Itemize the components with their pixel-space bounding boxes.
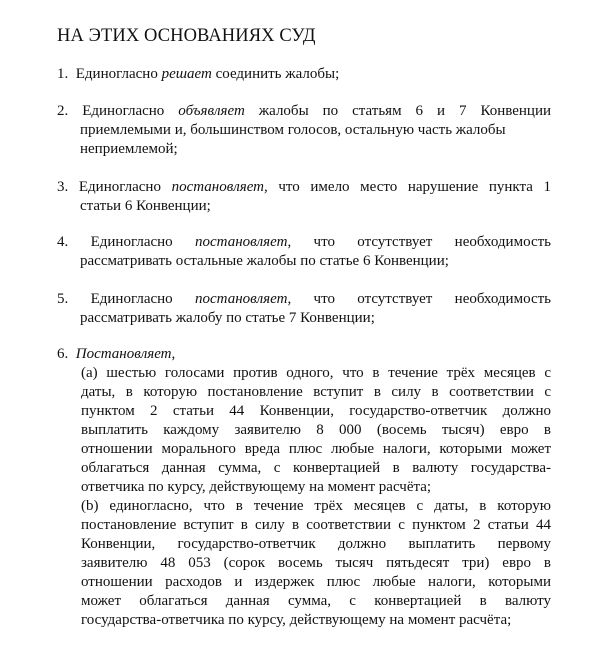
item-4-verb: постановляет [195, 234, 288, 250]
item-3-line-2: статьи 6 Конвенции; [80, 198, 211, 214]
item-3-number: 3. [57, 179, 69, 195]
item-3-verb: постановляет [171, 179, 265, 195]
item-3-pre: Единогласно [78, 179, 161, 195]
operative-item-2 [57, 102, 551, 159]
item-6-number: 6. [57, 346, 69, 362]
operative-item-5 [57, 290, 551, 328]
item-4-line-1-rest: , что отсутствует необходимость [287, 234, 551, 250]
item-6-subparagraph-a [81, 364, 551, 497]
item-1-post: соединить жалобы; [215, 66, 340, 82]
item-6b-line: может облагаться данная сумма, с конвертацией в валюту [81, 593, 551, 609]
item-6b-line: заявителю 48 053 (сорок восемь тысяч пятьдесят три) евро в [81, 555, 551, 571]
item-5-line-1 [57, 290, 551, 309]
item-2-line-1 [57, 102, 551, 121]
item-4-number: 4. [57, 234, 69, 250]
item-6a-line: пунктом 2 статьи 44 Конвенции, государство-ответчик должно [81, 403, 551, 419]
item-2-pre: Единогласно [82, 103, 165, 119]
item-5-line-2: рассматривать жалобу по статье 7 Конвенции; [80, 310, 375, 326]
item-6b-line: постановление вступит в силу в соответствии с пунктом 2 статьи 44 [81, 517, 551, 533]
item-6-verb: Постановляет [75, 346, 172, 362]
item-2-line-1-rest: жалобы по статьям 6 и 7 Конвенции [258, 103, 551, 119]
item-5-verb: постановляет [195, 291, 288, 307]
item-3-line-1 [57, 178, 551, 197]
item-6a-line: даты, в которую постановление вступит в силу в соответствии с [81, 384, 551, 400]
item-2-verb: объявляет [178, 103, 245, 119]
operative-heading: НА ЭТИХ ОСНОВАНИЯХ СУД [57, 26, 316, 46]
item-5-number: 5. [57, 291, 69, 307]
item-6b-line: государства-ответчика по курсу, действующему на момент расчёта; [81, 612, 512, 628]
item-1-line-1 [57, 65, 551, 84]
item-6a-line: выплатить каждому заявителю 8 000 (восемь тысяч) евро в [81, 422, 551, 438]
item-6b-line: Конвенции, государство-ответчик должно выплатить первому [81, 536, 551, 552]
operative-item-6 [57, 345, 551, 630]
item-3-line-1-rest: , что имело место нарушение пункта 1 [264, 179, 551, 195]
item-5-pre: Единогласно [90, 291, 173, 307]
item-6-subparagraph-b [81, 497, 551, 630]
item-2-number: 2. [57, 103, 69, 119]
item-1-verb: решает [161, 66, 212, 82]
item-1-pre: Единогласно [75, 66, 158, 82]
item-2-line-2: приемлемыми и, большинством голосов, остальную часть жалобы [80, 122, 506, 138]
item-5-line-1-rest: , что отсутствует необходимость [287, 291, 551, 307]
item-6-comma: , [171, 346, 176, 362]
operative-item-1 [57, 65, 551, 84]
operative-item-3 [57, 178, 551, 216]
operative-item-4 [57, 233, 551, 271]
item-6a-line: ответчика по курсу, действующему на момент расчёта; [81, 479, 432, 495]
item-6-line-1 [57, 345, 551, 364]
item-6b-line: (b) единогласно, что в течение трёх месяцев с даты, в которую [81, 498, 551, 514]
item-4-line-1 [57, 233, 551, 252]
item-4-line-2: рассматривать остальные жалобы по статье 6 Конвенции; [80, 253, 449, 269]
item-1-number: 1. [57, 66, 69, 82]
item-4-pre: Единогласно [90, 234, 173, 250]
item-2-line-3: неприемлемой; [80, 141, 178, 157]
item-6b-line: отношении расходов и издержек плюс любые налоги, которыми [81, 574, 551, 590]
item-6a-line: отношении морального вреда плюс любые налоги, которыми может [81, 441, 551, 457]
item-6a-line: (a) шестью голосами против одного, что в течение трёх месяцев с [81, 365, 551, 381]
item-6a-line: облагаться данная сумма, с конвертацией в валюту государства- [81, 460, 551, 476]
